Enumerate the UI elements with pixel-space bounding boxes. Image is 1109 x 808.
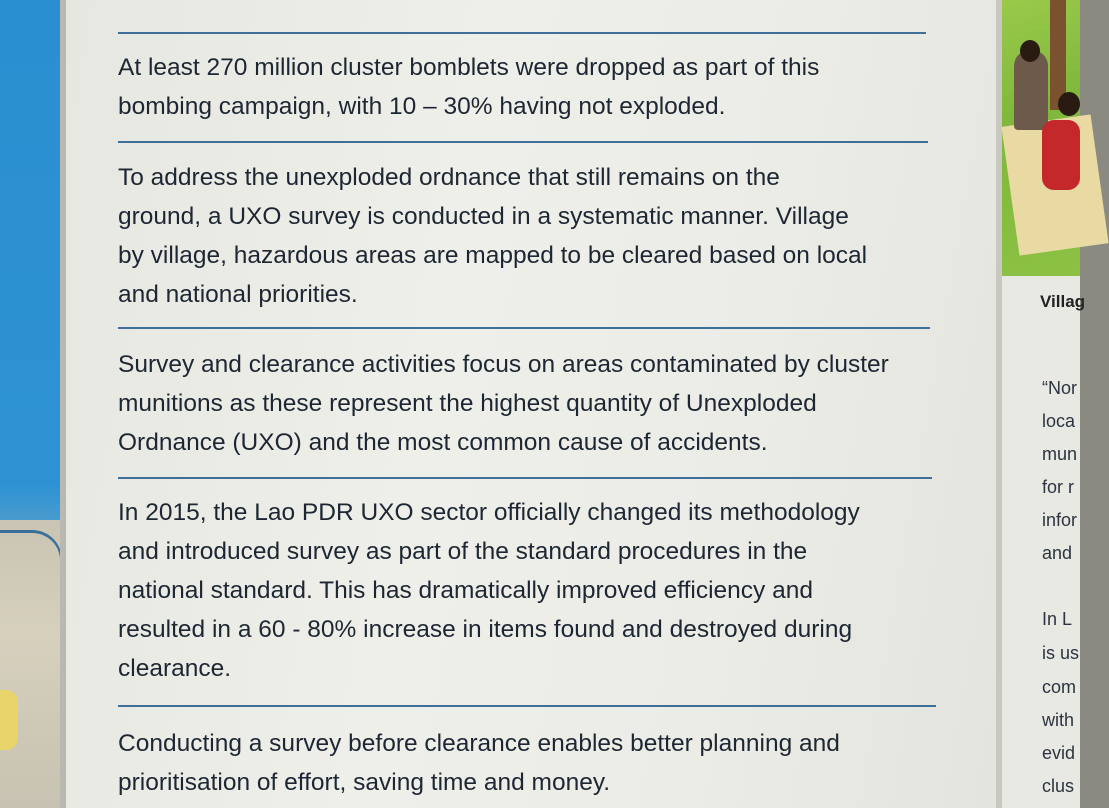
- illustration-head: [1020, 40, 1040, 62]
- text-line: Conducting a survey before clearance enables better planning and: [118, 730, 840, 757]
- quote-line: infor: [1042, 510, 1078, 530]
- quote-line: for r: [1042, 477, 1075, 497]
- text-line: prioritisation of effort, saving time and money.: [118, 769, 611, 796]
- illustration-person: [1042, 120, 1080, 190]
- quote-line: and: [1042, 543, 1073, 563]
- right-panel: [1002, 0, 1086, 808]
- text-line: and national priorities.: [118, 281, 358, 308]
- divider-rule: [118, 141, 928, 143]
- body-line: In L: [1042, 609, 1073, 629]
- body-line: with: [1042, 710, 1075, 730]
- paragraph-survey-planning: [118, 724, 840, 802]
- paragraph-uxo-survey: [118, 158, 867, 314]
- quote-line: “Nor: [1042, 378, 1077, 398]
- text-line: Survey and clearance activities focus on areas contaminated by cluster: [118, 351, 889, 378]
- text-line: munitions as these represent the highest quantity of Unexploded: [118, 390, 817, 417]
- illustration-person: [1014, 50, 1048, 130]
- text-line: To address the unexploded ordnance that still remains on the: [118, 164, 780, 191]
- map-yellow-region: [0, 690, 18, 750]
- paragraph-2015-methodology: [118, 493, 860, 688]
- divider-rule: [118, 32, 926, 34]
- text-line: In 2015, the Lao PDR UXO sector officially changed its methodology: [118, 499, 860, 526]
- text-line: by village, hazardous areas are mapped to be cleared based on local: [118, 242, 868, 269]
- village-illustration: [1002, 0, 1080, 276]
- body-line: evid: [1042, 743, 1076, 763]
- text-line: national standard. This has dramatically improved efficiency and: [118, 577, 813, 604]
- quote-line: mun: [1042, 444, 1078, 464]
- text-line: bombing campaign, with 10 – 30% having not exploded.: [118, 93, 726, 120]
- body-line: is us: [1042, 643, 1080, 663]
- quote-line: loca: [1042, 411, 1076, 431]
- paragraph-cluster-munitions: [118, 345, 889, 462]
- paragraph-cluster-bomblets: [118, 48, 819, 126]
- text-line: clearance.: [118, 655, 232, 682]
- divider-rule: [118, 327, 930, 329]
- body-line: clus: [1042, 776, 1075, 796]
- text-line: ground, a UXO survey is conducted in a systematic manner. Village: [118, 203, 849, 230]
- text-line: and introduced survey as part of the standard procedures in the: [118, 538, 808, 565]
- map-coastline: [0, 530, 62, 593]
- text-line: At least 270 million cluster bomblets were dropped as part of this: [118, 54, 820, 81]
- divider-rule: [118, 477, 932, 479]
- body-line: com: [1042, 677, 1077, 697]
- illustration-caption: Villag: [1040, 292, 1086, 311]
- text-line: resulted in a 60 - 80% increase in items found and destroyed during: [118, 616, 853, 643]
- illustration-head: [1058, 92, 1080, 116]
- text-line: Ordnance (UXO) and the most common cause of accidents.: [118, 429, 768, 456]
- divider-rule: [118, 705, 936, 707]
